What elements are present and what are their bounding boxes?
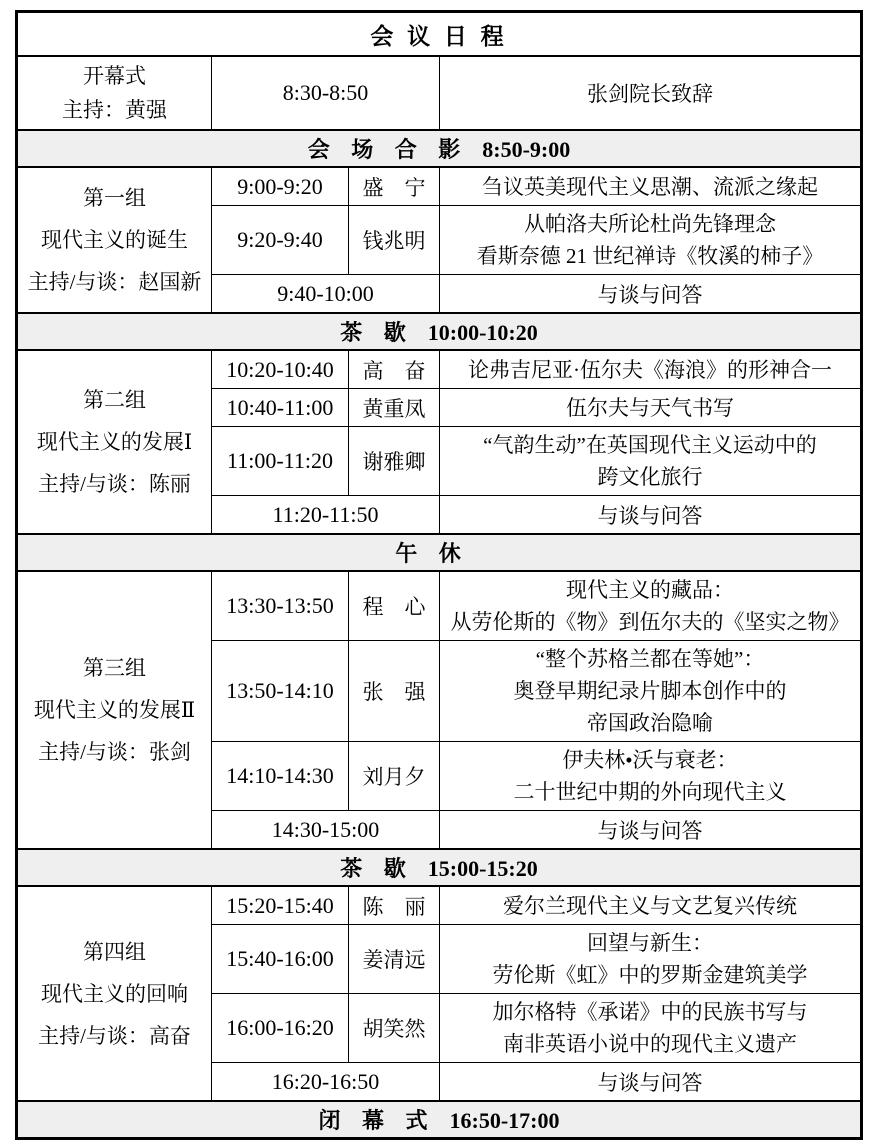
talk-speaker: 程 心 [349, 571, 440, 641]
talk-speaker: 姜清远 [349, 925, 440, 994]
separator-label: 午 休 [395, 541, 469, 566]
talk-time: 11:00-11:20 [212, 427, 349, 496]
group-host: 主持/与谈：张剑 [38, 740, 191, 764]
talk-time: 16:00-16:20 [212, 994, 349, 1063]
talk-row [17, 886, 862, 925]
group-theme: 现代主义的发展Ⅱ [33, 698, 196, 722]
talk-speaker: 黄重凤 [349, 389, 440, 427]
talk-title: 加尔格特《承诺》中的民族书写与 南非英语小说中的现代主义遗产 [440, 994, 862, 1063]
separator-time: 8:50-9:00 [482, 137, 571, 162]
talk-title: “气韵生动”在英国现代主义运动中的 跨文化旅行 [440, 427, 862, 496]
group-name: 第三组 [83, 656, 146, 680]
talk-speaker: 谢雅卿 [349, 427, 440, 496]
talk-speaker: 高 奋 [349, 350, 440, 389]
group-host: 主持/与谈：高奋 [38, 1023, 191, 1048]
group-theme: 现代主义的回响 [41, 981, 188, 1006]
group-name: 第四组 [83, 939, 146, 964]
talk-row [17, 571, 862, 641]
qa-label: 与谈与问答 [440, 496, 862, 535]
separator-label: 茶 歇 [340, 856, 414, 881]
opening-time: 8:30-8:50 [212, 56, 440, 130]
qa-time: 14:30-15:00 [212, 811, 440, 850]
talk-title: 从帕洛夫所论杜尚先锋理念 看斯奈德 21 世纪禅诗《牧溪的柿子》 [440, 206, 862, 275]
talk-time: 15:40-16:00 [212, 925, 349, 994]
group-theme: 现代主义的诞生 [41, 228, 188, 252]
talk-time: 10:40-11:00 [212, 389, 349, 427]
opening-session-cell [17, 56, 212, 130]
talk-row [17, 167, 862, 206]
session-3-group-cell [17, 571, 212, 849]
separator-group-photo [17, 130, 862, 167]
group-name: 第二组 [83, 388, 146, 412]
qa-label: 与谈与问答 [440, 811, 862, 850]
title-row [17, 12, 862, 57]
talk-speaker: 盛 宁 [349, 167, 440, 206]
talk-title: 刍议英美现代主义思潮、流派之缘起 [440, 167, 862, 206]
talk-time: 10:20-10:40 [212, 350, 349, 389]
talk-title: “整个苏格兰都在等她”： 奥登早期纪录片脚本创作中的 帝国政治隐喻 [440, 641, 862, 742]
talk-time: 13:50-14:10 [212, 641, 349, 742]
talk-speaker: 钱兆明 [349, 206, 440, 275]
opening-session-label: 开幕式 [83, 64, 146, 88]
opening-host-label: 主持：黄强 [62, 98, 167, 122]
group-name: 第一组 [83, 186, 146, 210]
talk-time: 14:10-14:30 [212, 742, 349, 811]
separator-tea-break-2 [17, 849, 862, 886]
talk-time: 9:00-9:20 [212, 167, 349, 206]
separator-lunch [17, 534, 862, 571]
qa-label: 与谈与问答 [440, 275, 862, 314]
separator-tea-break-1 [17, 313, 862, 350]
session-1-group-cell [17, 167, 212, 313]
group-theme: 现代主义的发展Ⅰ [36, 430, 193, 454]
talk-time: 15:20-15:40 [212, 886, 349, 925]
session-2-group-cell [17, 350, 212, 534]
talk-title: 伊夫林•沃与衰老： 二十世纪中期的外向现代主义 [440, 742, 862, 811]
talk-title: 现代主义的藏品： 从劳伦斯的《物》到伍尔夫的《坚实之物》 [440, 571, 862, 641]
group-host: 主持/与谈：陈丽 [38, 472, 191, 496]
schedule-table [15, 10, 863, 1140]
separator-label: 会 场 合 影 [307, 137, 469, 162]
separator-label: 闭 幕 式 [318, 1108, 436, 1133]
talk-title: 论弗吉尼亚·伍尔夫《海浪》的形神合一 [440, 350, 862, 389]
talk-speaker: 胡笑然 [349, 994, 440, 1063]
talk-speaker: 刘月夕 [349, 742, 440, 811]
schedule-title: 会 议 日 程 [17, 12, 862, 57]
talk-speaker: 张 强 [349, 641, 440, 742]
talk-speaker: 陈 丽 [349, 886, 440, 925]
talk-time: 13:30-13:50 [212, 571, 349, 641]
separator-time: 16:50-17:00 [449, 1108, 560, 1133]
talk-time: 9:20-9:40 [212, 206, 349, 275]
separator-closing [17, 1101, 862, 1139]
separator-time: 15:00-15:20 [427, 856, 538, 881]
qa-time: 11:20-11:50 [212, 496, 440, 535]
qa-label: 与谈与问答 [440, 1063, 862, 1102]
separator-label: 茶 歇 [340, 320, 414, 345]
separator-time: 10:00-10:20 [427, 320, 538, 345]
qa-time: 9:40-10:00 [212, 275, 440, 314]
opening-row [17, 56, 862, 130]
opening-content: 张剑院长致辞 [440, 56, 862, 130]
talk-title: 回望与新生： 劳伦斯《虹》中的罗斯金建筑美学 [440, 925, 862, 994]
talk-row [17, 350, 862, 389]
talk-title: 伍尔夫与天气书写 [440, 389, 862, 427]
talk-title: 爱尔兰现代主义与文艺复兴传统 [440, 886, 862, 925]
group-host: 主持/与谈：赵国新 [27, 270, 202, 294]
qa-time: 16:20-16:50 [212, 1063, 440, 1102]
